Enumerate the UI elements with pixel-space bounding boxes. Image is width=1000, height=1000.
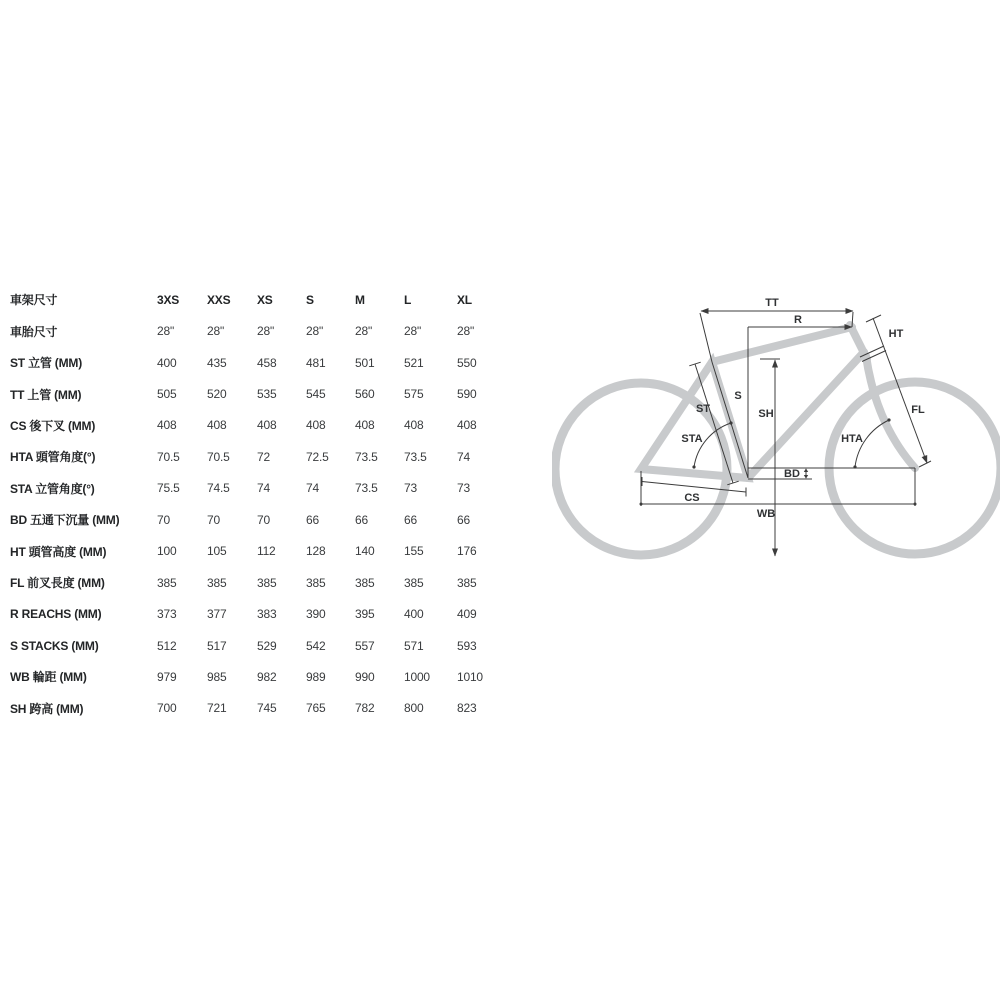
value-cell: 590 <box>457 387 477 402</box>
value-cell: 140 <box>355 544 375 559</box>
standover-label: SH <box>758 408 774 420</box>
value-cell: 571 <box>404 638 424 653</box>
value-cell: 700 <box>157 701 177 716</box>
value-cell: 75.5 <box>157 481 180 496</box>
value-cell: 70 <box>257 512 270 527</box>
value-cell: 385 <box>306 575 326 590</box>
geometry-table <box>10 284 520 724</box>
st-label: ST <box>695 403 711 415</box>
table-row <box>10 536 520 567</box>
value-cell: 481 <box>306 355 326 370</box>
dimension-markers <box>640 418 917 505</box>
value-cell: 408 <box>207 418 227 433</box>
value-cell: 105 <box>207 544 227 559</box>
value-cell: 385 <box>207 575 227 590</box>
value-cell: 74 <box>457 449 470 464</box>
value-cell: 982 <box>257 669 277 684</box>
table-row <box>10 347 520 378</box>
size-header-cell: XL <box>457 292 472 307</box>
value-cell: 395 <box>355 607 375 622</box>
value-cell: 28" <box>306 324 324 339</box>
value-cell: 390 <box>306 607 326 622</box>
ht-label: HT <box>888 328 904 340</box>
value-cell: 990 <box>355 669 375 684</box>
value-cell: 128 <box>306 544 326 559</box>
table-row <box>10 598 520 629</box>
value-cell: 385 <box>257 575 277 590</box>
value-cell: 721 <box>207 701 227 716</box>
value-cell: 73.5 <box>355 481 378 496</box>
value-cell: 408 <box>355 418 375 433</box>
row-label: R REACHS (MM) <box>10 607 102 622</box>
value-cell: 520 <box>207 387 227 402</box>
value-cell: 70 <box>157 512 170 527</box>
value-cell: 73.5 <box>404 449 427 464</box>
value-cell: 66 <box>355 512 368 527</box>
fl-label: FL <box>911 404 925 416</box>
value-cell: 28" <box>457 324 475 339</box>
sta-dot-1 <box>692 465 695 468</box>
size-header-cell: XXS <box>207 292 231 307</box>
value-cell: 176 <box>457 544 477 559</box>
value-cell: 377 <box>207 607 227 622</box>
value-cell: 800 <box>404 701 424 716</box>
value-cell: 529 <box>257 638 277 653</box>
value-cell: 28" <box>355 324 373 339</box>
row-label: SH 跨高 (MM) <box>10 701 84 716</box>
value-cell: 385 <box>404 575 424 590</box>
bd-arrow-up <box>804 468 808 472</box>
value-cell: 73 <box>404 481 417 496</box>
value-cell: 985 <box>207 669 227 684</box>
value-cell: 989 <box>306 669 326 684</box>
value-cell: 408 <box>157 418 177 433</box>
value-cell: 408 <box>457 418 477 433</box>
size-header-cell: XS <box>257 292 273 307</box>
value-cell: 66 <box>457 512 470 527</box>
value-cell: 575 <box>404 387 424 402</box>
size-header-cell: M <box>355 292 365 307</box>
row-label: S STACKS (MM) <box>10 638 99 653</box>
sta-label: STA <box>681 433 703 445</box>
table-row <box>10 441 520 472</box>
value-cell: 383 <box>257 607 277 622</box>
value-cell: 435 <box>207 355 227 370</box>
bd-arrow-down <box>804 475 808 479</box>
ht-tick-top <box>866 315 881 322</box>
value-cell: 28" <box>157 324 175 339</box>
value-cell: 73 <box>457 481 470 496</box>
value-cell: 542 <box>306 638 326 653</box>
value-cell: 979 <box>157 669 177 684</box>
hta-dot-1 <box>853 465 856 468</box>
sta-dot-2 <box>729 421 732 424</box>
value-cell: 409 <box>457 607 477 622</box>
value-cell: 408 <box>257 418 277 433</box>
size-header-cell: L <box>404 292 412 307</box>
hta-label: HTA <box>841 433 863 445</box>
table-row <box>10 315 520 346</box>
fl-tick-hub <box>919 461 931 467</box>
hta-dot-2 <box>887 418 890 421</box>
row-label: WB 輪距 (MM) <box>10 670 87 685</box>
value-cell: 535 <box>257 387 277 402</box>
row-label: FL 前叉長度 (MM) <box>10 576 105 591</box>
value-cell: 73.5 <box>355 449 378 464</box>
value-cell: 512 <box>157 638 177 653</box>
value-cell: 505 <box>157 387 177 402</box>
rear-triangle <box>641 362 748 478</box>
row-label: ST 立管 (MM) <box>10 356 82 371</box>
row-label: BD 五通下沉量 (MM) <box>10 513 120 528</box>
bike-geometry-diagram <box>552 278 1000 570</box>
seatpost-extension-line <box>700 313 712 362</box>
value-cell: 400 <box>404 607 424 622</box>
cs-label: CS <box>684 492 700 504</box>
stack-label: S <box>734 390 742 402</box>
value-cell: 28" <box>257 324 275 339</box>
value-cell: 550 <box>457 355 477 370</box>
value-cell: 400 <box>157 355 177 370</box>
reach-label: R <box>794 314 802 326</box>
row-label: HT 頭管高度 (MM) <box>10 544 107 559</box>
value-cell: 1000 <box>404 669 430 684</box>
top-tube <box>712 327 852 362</box>
value-cell: 545 <box>306 387 326 402</box>
value-cell: 385 <box>157 575 177 590</box>
value-cell: 74 <box>257 481 270 496</box>
value-cell: 112 <box>257 544 276 559</box>
table-header-row <box>10 284 520 315</box>
value-cell: 155 <box>404 544 424 559</box>
row-label: TT 上管 (MM) <box>10 387 82 402</box>
table-row <box>10 630 520 661</box>
cs-dimension-line <box>642 482 746 493</box>
row-label: CS 後下叉 (MM) <box>10 418 96 433</box>
value-cell: 28" <box>207 324 225 339</box>
value-cell: 765 <box>306 701 326 716</box>
size-header-cell: 3XS <box>157 292 180 307</box>
value-cell: 823 <box>457 701 477 716</box>
table-row <box>10 378 520 409</box>
value-cell: 66 <box>306 512 319 527</box>
table-row <box>10 410 520 441</box>
tt-label: TT <box>765 297 779 309</box>
table-row <box>10 567 520 598</box>
value-cell: 70.5 <box>207 449 230 464</box>
value-cell: 408 <box>306 418 326 433</box>
wb-dot-right <box>914 503 917 506</box>
value-cell: 557 <box>355 638 375 653</box>
value-cell: 72 <box>257 449 270 464</box>
bd-label: BD <box>784 468 800 480</box>
row-label: STA 立管角度(°) <box>10 481 95 496</box>
value-cell: 1010 <box>457 669 483 684</box>
value-cell: 385 <box>355 575 375 590</box>
value-cell: 28" <box>404 324 422 339</box>
value-cell: 373 <box>157 607 177 622</box>
bike-geometry-svg <box>552 278 1000 570</box>
value-cell: 782 <box>355 701 375 716</box>
value-cell: 70 <box>207 512 220 527</box>
value-cell: 521 <box>404 355 424 370</box>
value-cell: 458 <box>257 355 277 370</box>
value-cell: 66 <box>404 512 417 527</box>
value-cell: 100 <box>157 544 177 559</box>
row-label: 車胎尺寸 <box>10 324 58 339</box>
value-cell: 408 <box>404 418 424 433</box>
value-cell: 385 <box>457 575 477 590</box>
value-cell: 74.5 <box>207 481 230 496</box>
wb-label: WB <box>756 508 776 520</box>
value-cell: 74 <box>306 481 319 496</box>
table-row <box>10 504 520 535</box>
wb-dot-left <box>640 503 643 506</box>
value-cell: 70.5 <box>157 449 180 464</box>
dimension-labels <box>681 297 925 520</box>
value-cell: 517 <box>207 638 227 653</box>
table-row <box>10 693 520 724</box>
value-cell: 745 <box>257 701 277 716</box>
table-row <box>10 661 520 692</box>
value-cell: 593 <box>457 638 477 653</box>
row-label: HTA 頭管角度(°) <box>10 450 96 465</box>
value-cell: 72.5 <box>306 449 329 464</box>
table-row <box>10 473 520 504</box>
value-cell: 501 <box>355 355 375 370</box>
size-header-cell: S <box>306 292 314 307</box>
row-label: 車架尺寸 <box>10 293 58 308</box>
value-cell: 560 <box>355 387 375 402</box>
